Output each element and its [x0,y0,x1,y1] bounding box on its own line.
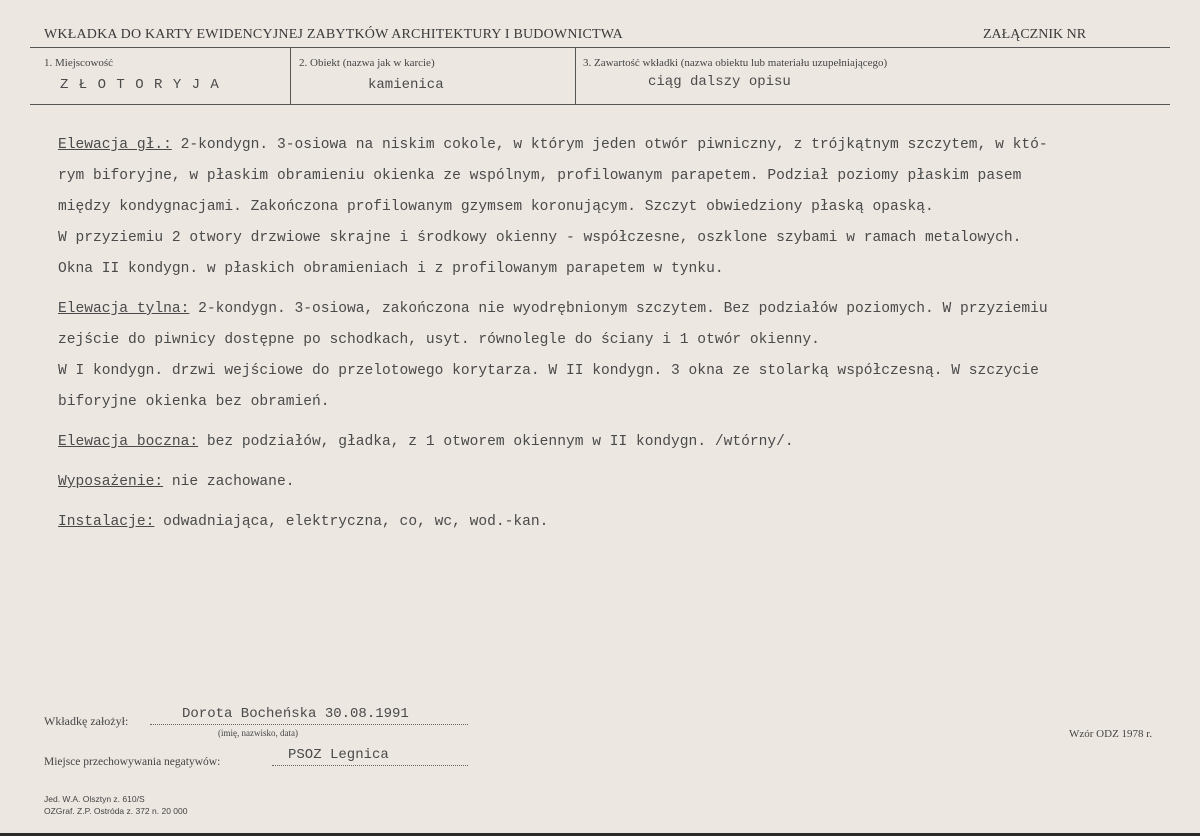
document-title: WKŁADKA DO KARTY EWIDENCYJNEJ ZABYTKÓW ARCHITEKTURY I BUDOWNICTWA [44,27,623,42]
description-line [58,467,1188,498]
object-label: 2. Obiekt (nazwa jak w karcie) [299,57,435,69]
description-line: Okna II kondygn. w płaskich obramieniach i z profilowanym parapetem w tynku. [58,261,724,277]
author-hint: (imię, nazwisko, data) [218,728,298,738]
section-label: Elewacja boczna: [58,434,199,450]
description-line: biforyjne okienka bez obramień. [58,394,330,410]
description-line [58,427,1188,458]
description-line: W przyziemiu 2 otwory drzwiowe skrajne i środkowy okienny - współczesne, oszklone szybami w ramach metalowych. [58,230,1022,246]
storage-label: Miejsce przechowywania negatywów: [44,756,221,768]
attachment-number-label: ZAŁĄCZNIK NR [983,27,1087,42]
description-line [58,507,1188,538]
section-text: nie zachowane. [163,474,295,490]
author-value: Dorota Bocheńska 30.08.1991 [182,706,409,722]
section-text: 2-kondygn. 3-osiowa na niskim cokole, w którym jeden otwór piwniczny, z trójkątnym szczytem, w któ- [171,137,1048,153]
description-line: rym biforyjne, w płaskim obramieniu okienka ze wspólnym, profilowanym parapetem. Podział poziomy płaskim pasem [58,168,1022,184]
author-line [150,724,468,725]
section-label: Instalacje: [58,514,155,530]
locality-value: Z Ł O T O R Y J A [60,77,220,93]
description-line: między kondygnacjami. Zakończona profilowanym gzymsem koronującym. Szczyt obwiedziony płaską opaską. [58,199,934,215]
description-line: zejście do piwnicy dostępne po schodkach, usyt. równolegle do ściany i 1 otwór okienny. [58,332,820,348]
printer-line-2: OZGraf. Z.P. Ostróda z. 372 n. 20 000 [44,806,188,816]
section-label: Wyposażenie: [58,474,164,490]
content-label: 3. Zawartość wkładki (nazwa obiektu lub materiału uzupełniającego) [583,57,888,69]
section-text: odwadniająca, elektryczna, co, wc, wod.-kan. [154,514,549,530]
section-label: Elewacja gł.: [58,137,172,153]
header-divider-2 [575,48,576,104]
object-value: kamienica [368,77,444,93]
description-line [58,130,1188,161]
content-value: ciąg dalszy opisu [648,74,791,90]
locality-label: 1. Miejscowość [44,57,114,69]
printer-line-1: Jed. W.A. Olsztyn z. 610/S [44,794,145,804]
header-bottom-rule [30,104,1170,105]
header-top-rule [30,47,1170,48]
description-line [58,294,1188,325]
section-label: Elewacja tylna: [58,301,190,317]
storage-value: PSOZ Legnica [288,747,389,763]
author-label: Wkładkę założył: [44,714,129,728]
description-line: W I kondygn. drzwi wejściowe do przelotowego korytarza. W II kondygn. 3 okna ze stolarką współczesną. W szczycie [58,363,1039,379]
header-divider-1 [290,48,291,104]
description-body [58,130,1188,538]
section-text: 2-kondygn. 3-osiowa, zakończona nie wyodrębnionym szczytem. Bez podziałów poziomych. W przyziemiu [189,301,1048,317]
storage-line [272,765,468,766]
section-text: bez podziałów, gładka, z 1 otworem okiennym w II kondygn. /wtórny/. [198,434,794,450]
form-identifier: Wzór ODZ 1978 r. [1069,728,1153,740]
